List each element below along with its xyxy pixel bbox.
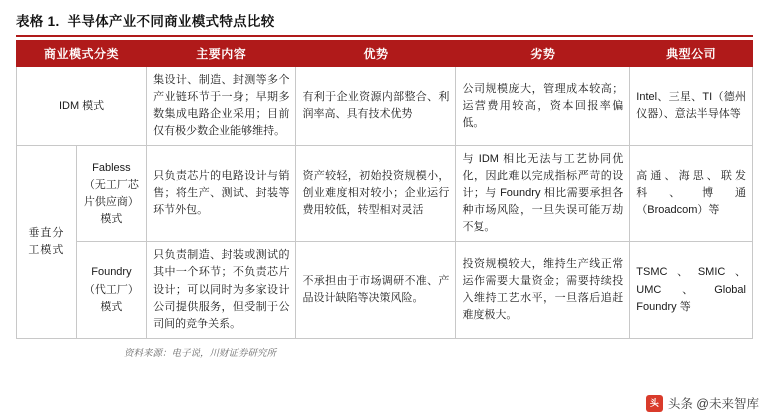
- table-row: [17, 242, 753, 338]
- header-cell-company: 典型公司: [630, 41, 753, 67]
- header-cell-content: 主要内容: [147, 41, 296, 67]
- comparison-table: [16, 40, 753, 339]
- table-header-row: [17, 41, 753, 67]
- table-row: [17, 146, 753, 242]
- cell-company-fabless: 高通、海思、联发科、博通（Broadcom）等: [630, 146, 753, 242]
- cell-mode-foundry: Foundry（代工厂）模式: [76, 242, 146, 338]
- cell-company-idm: Intel、三星、TI（德州仪器）、意法半导体等: [630, 67, 753, 146]
- cell-advantage-foundry: 不承担由于市场调研不准、产品设计缺陷等决策风险。: [296, 242, 456, 338]
- table-title-text: 半导体产业不同商业模式特点比较: [67, 14, 275, 29]
- cell-content-foundry: 只负责制造、封装或测试的其中一个环节；不负责芯片设计；可以同时为多家设计公司提供服务，但受制于公司间的竞争关系。: [147, 242, 296, 338]
- toutiao-icon: 头: [646, 395, 663, 412]
- source-note: 资料来源：电子说，川财证券研究所: [124, 347, 277, 359]
- cell-disadvantage-foundry: 投资规模较大，维持生产线正常运作需要大量资金；需要持续投入维持工艺水平，一旦落后追赶难度极大。: [456, 242, 630, 338]
- watermark-text: 头条 @未来智库: [667, 397, 759, 411]
- cell-advantage-fabless: 资产较轻，初始投资规模小，创业难度相对较小；企业运行费用较低，转型相对灵活: [296, 146, 456, 242]
- table-title-label: 表格 1.: [16, 14, 60, 29]
- header-cell-advantage: 优势: [296, 41, 456, 67]
- cell-advantage-idm: 有利于企业资源内部整合、利润率高、具有技术优势: [296, 67, 456, 146]
- cell-disadvantage-fabless: 与 IDM 相比无法与工艺协同优化，因此难以完成指标严苛的设计；与 Foundry 相比需要承担各种市场风险，一旦失误可能万劫不复。: [456, 146, 630, 242]
- header-cell-category: 商业模式分类: [17, 41, 147, 67]
- title-divider: [16, 35, 753, 37]
- table-row: [17, 67, 753, 146]
- header-cell-disadvantage: 劣势: [456, 41, 630, 67]
- cell-category-vertical: 垂直分工模式: [17, 146, 77, 338]
- cell-mode-fabless: Fabless（无工厂芯片供应商）模式: [76, 146, 146, 242]
- cell-company-foundry: TSMC、SMIC、UMC、Global Foundry 等: [630, 242, 753, 338]
- cell-disadvantage-idm: 公司规模庞大，管理成本较高；运营费用较高，资本回报率偏低。: [456, 67, 630, 146]
- watermark: [646, 394, 759, 412]
- cell-content-fabless: 只负责芯片的电路设计与销售；将生产、测试、封装等环节外包。: [147, 146, 296, 242]
- cell-content-idm: 集设计、制造、封测等多个产业链环节于一身；早期多数集成电路企业采用；目前仅有极少数企业能够维持。: [147, 67, 296, 146]
- table-title: [16, 10, 753, 35]
- cell-mode-idm: IDM 模式: [17, 67, 147, 146]
